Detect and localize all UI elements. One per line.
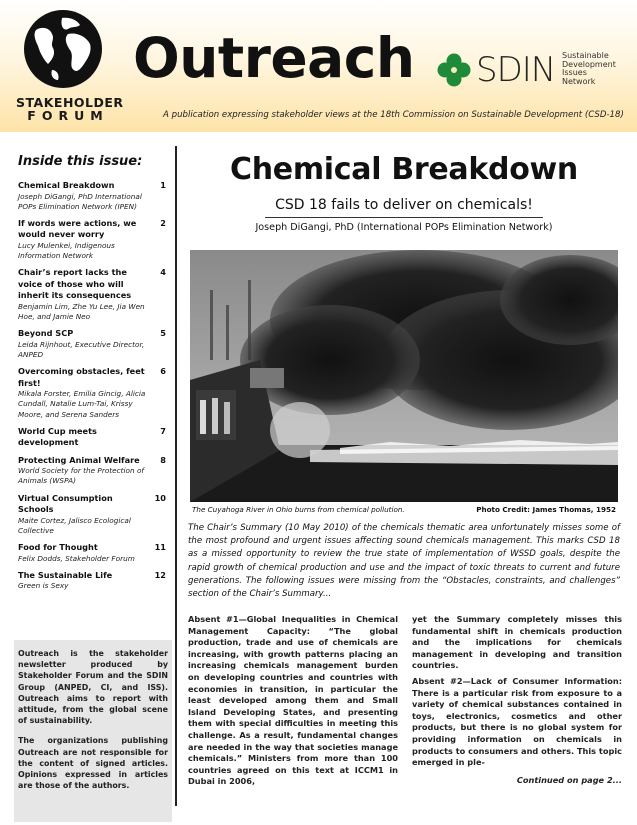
toc-item[interactable] [18, 455, 168, 487]
sdin-sub-line: Development [562, 59, 616, 69]
toc-item-page: 4 [160, 267, 166, 278]
toc-item-title: Beyond SCP [18, 328, 74, 339]
sidebar [0, 132, 174, 825]
toc-item-page: 12 [154, 569, 166, 580]
disclaimer-text: The organizations publishing Outreach are not responsible for the content of signed articles. Opinions expressed in articles are those of the authors. [18, 736, 168, 791]
article-subhead: CSD 18 fails to deliver on chemicals! [275, 197, 533, 213]
table-of-contents [18, 180, 168, 597]
article-lead: The Chair’s Summary (10 May 2010) of the chemicals thematic area unfortunately misses some of the most profound and urgent issues affecting sound chemicals management. This marks CSD 18 as a missed opportunity to review the true state of implementation of WSSD goals, despite the rapid growth of chemical production and use and the impact of toxic threats to current and future generations. The following issues were missing from the “Obstacles, constraints, and challenges” section of the Chair’s Summary... [188, 523, 620, 600]
sdin-sub-line: Network [562, 76, 596, 86]
toc-item[interactable] [18, 328, 168, 360]
toc-item-author: World Society for the Protection of Animals (WSPA) [18, 466, 144, 486]
about-text: Outreach is the stakeholder newsletter produced by Stakeholder Forum and the SDIN Group (ANPED, CI, and ISS). Outreach aims to report with attitude, from the global scene of sustainability. [18, 649, 168, 726]
toc-item-author: Mikala Forster, Emilia Gincig, Alicia Cundall, Natalie Lum-Tai, Krissy Moore, and Serena Sanders [18, 389, 146, 419]
toc-item-author: Leida Rijnhout, Executive Director, ANPED [18, 339, 145, 359]
sdin-logo [436, 50, 626, 94]
toc-item[interactable] [18, 267, 168, 322]
toc-item-author: Maite Cortez, Jalisco Ecological Collective [18, 515, 131, 535]
toc-item-author: Lucy Mulenkei, Indigenous Information Network [18, 240, 115, 261]
toc-item[interactable] [18, 366, 168, 420]
sdin-wordmark: SDIN [476, 50, 556, 90]
clover-icon [436, 52, 472, 88]
toc-item-title: Food for Thought [18, 542, 98, 553]
toc-item[interactable] [18, 426, 168, 449]
masthead [0, 0, 637, 132]
toc-item-page: 2 [160, 217, 166, 228]
article-byline: Joseph DiGangi, PhD (International POPs Elimination Network) [255, 222, 553, 233]
toc-item-title: The Sustainable Life [18, 569, 113, 580]
toc-item[interactable] [18, 493, 168, 536]
body-paragraph: Absent #1—Global Inequalities in Chemical Management Capacity: “The global production, trade and use of chemicals are increasing, with growth patterns placing an increasing chemicals management burden on developing countries and countries with economies in transition, in particular the least developed among them and Small Island Developing States, and presenting them with special difficulties in meeting this challenge. As a result, fundamental changes are needed in the way that societies manage chemicals.” Ministers from more than 100 countries agreed on this text at ICCM1 in Dubai in 2006, [188, 614, 398, 787]
body-paragraph: Absent #2—Lack of Consumer Information: There is a particular risk from exposure to a variety of chemical substances contained in toys, electronics, cosmetics and other products, but there is no global system for providing information on chemicals in products to consumers and others. This topic emerged in ple- [412, 675, 622, 768]
about-box [14, 640, 172, 822]
column-divider [175, 146, 177, 806]
toc-item[interactable] [18, 218, 168, 261]
toc-item[interactable] [18, 180, 168, 212]
logo-text-line1: STAKEHOLDER [16, 95, 124, 110]
toc-item-page: 8 [160, 454, 166, 465]
globe-logo-icon [22, 8, 104, 90]
toc-item[interactable] [18, 542, 168, 564]
toc-item-title: Chair’s report lacks the voice of those who will inherit its consequences [18, 267, 132, 301]
subhead-rule [265, 217, 543, 218]
toc-item-page: 6 [160, 366, 166, 377]
sdin-sub-line: Issues [562, 68, 587, 77]
toc-item-page: 11 [154, 542, 166, 553]
stakeholder-forum-logo [16, 95, 124, 123]
photo-caption [192, 505, 620, 514]
article [186, 146, 622, 787]
toc-item-title: Chemical Breakdown [18, 180, 115, 190]
toc-item-author: Joseph DiGangi, PhD International POPs Elimination Network (IPEN) [18, 191, 142, 211]
article-column-2 [412, 614, 622, 786]
toc-item[interactable] [18, 570, 168, 592]
toc-item-page: 7 [160, 425, 166, 436]
continued-link[interactable]: Continued on page 2... [516, 774, 622, 785]
caption-text: The Cuyahoga River in Ohio burns from chemical pollution. [192, 505, 405, 514]
toc-item-page: 1 [160, 180, 166, 190]
toc-item-author: Felix Dodds, Stakeholder Forum [18, 553, 135, 563]
newsletter-title: Outreach [133, 26, 415, 90]
sdin-subtitle [562, 52, 616, 86]
toc-item-author: Benjamin Lim, Zhe Yu Lee, Jia Wen Hoe, and Jamie Neo [18, 301, 145, 322]
photo-credit: Photo Credit: James Thomas, 1952 [476, 505, 616, 514]
logo-text-line2: FORUM [27, 108, 109, 123]
article-column-1 [188, 614, 398, 792]
tagline: A publication expressing stakeholder views at the 18th Commission on Sustainable Development (CSD-18) [163, 110, 624, 120]
toc-item-page: 5 [160, 328, 166, 339]
toc-item-title: Virtual Consumption Schools [18, 492, 113, 515]
toc-item-title: World Cup meets development [18, 425, 97, 448]
article-headline: Chemical Breakdown [230, 152, 578, 187]
toc-item-title: Overcoming obstacles, feet first! [18, 366, 145, 388]
sidebar-title: Inside this issue: [18, 154, 143, 169]
river-fire-photo [190, 250, 618, 502]
toc-item-title: Protecting Animal Welfare [18, 454, 140, 465]
toc-item-page: 10 [154, 492, 166, 503]
sdin-sub-line: Sustainable [562, 51, 609, 60]
body-paragraph: yet the Summary completely misses this fundamental shift in chemicals production and the implications for chemicals management in developing and transition countries. [412, 614, 622, 671]
toc-item-author: Green is Sexy [18, 581, 69, 591]
toc-item-title: If words were actions, we would never worry [18, 217, 137, 240]
